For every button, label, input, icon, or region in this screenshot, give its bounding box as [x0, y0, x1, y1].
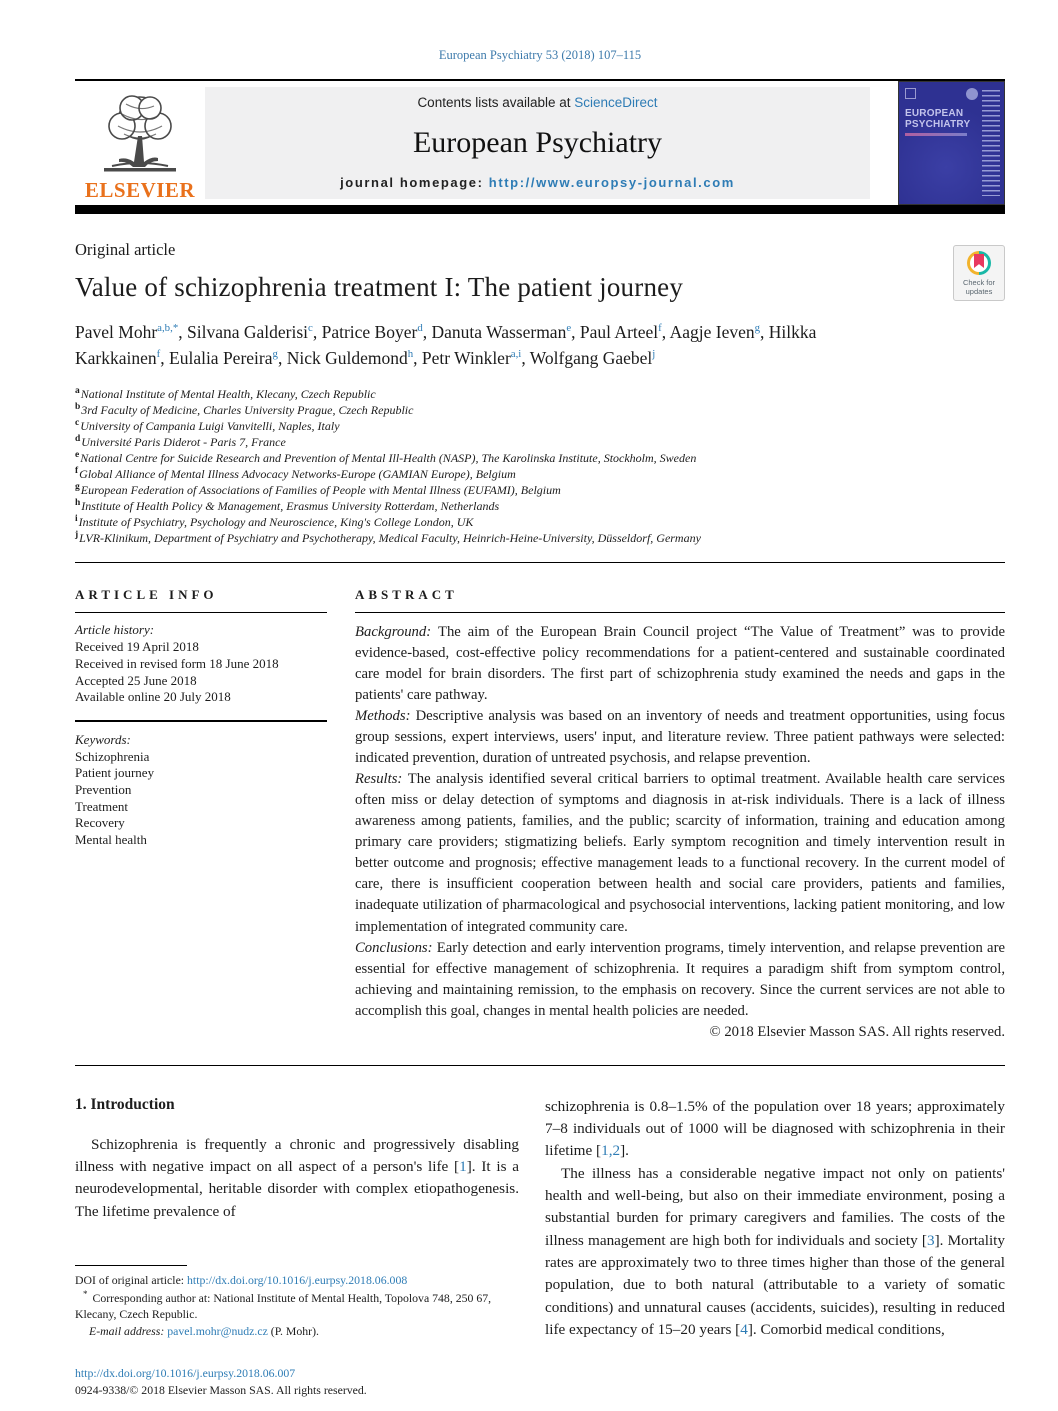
text-run: Schizophrenia is frequently a chronic and progressively disabling illness with negative impact on all aspect of a person's life [ — [75, 1135, 519, 1175]
author-affiliation-sup[interactable]: h — [407, 348, 414, 361]
journal-cover-thumbnail[interactable] — [898, 81, 1005, 205]
inline-link[interactable]: pavel.mohr@nudz.cz — [167, 1323, 268, 1338]
paragraph — [75, 1134, 519, 1223]
footnote-block — [75, 1265, 519, 1339]
keywords-rule — [75, 720, 327, 722]
journal-citation: European Psychiatry 53 (2018) 107–115 — [438, 48, 642, 62]
info-abstract-row — [75, 563, 1005, 1040]
author-name[interactable]: Petr Winkler — [421, 348, 511, 369]
contents-prefix: Contents lists available at — [417, 95, 575, 110]
paragraph — [355, 938, 1005, 1022]
paragraph — [545, 1163, 1005, 1342]
author-affiliation-sup[interactable]: e — [566, 322, 572, 335]
text-run: ]. — [620, 1142, 629, 1160]
article-info-heading: ARTICLE INFO — [75, 587, 218, 603]
elsevier-logo[interactable] — [75, 81, 205, 205]
doi-original-note — [75, 1272, 519, 1288]
text-run: ]. Comorbid medical conditions, — [747, 1321, 945, 1339]
text-run: Descriptive analysis was based on an inventory of needs and treatment opportunities, using focus group sessions, expert interviews, users' input, and literature review. Three patient pathways were selected: indicated prevention, duration of untreated psychosis, and relapse prevention. — [355, 708, 1005, 767]
text-run: Corresponding author at: National Institute of Mental Health, Topolova 748, 250 67, Klecany, Czech Republic. — [75, 1291, 492, 1322]
text-run: Results: — [355, 771, 408, 788]
text-run: The illness has a considerable negative impact not only on patients' health and well-being, but also on their immediate environment, posing a substantial burden for primary caregivers and families. The costs of the illness management are high both for individuals and society [ — [545, 1164, 1005, 1249]
info-line: Treatment — [75, 798, 128, 814]
paragraph — [355, 706, 1005, 769]
keywords-label: Keywords: — [75, 731, 131, 747]
abstract-copyright: © 2018 Elsevier Masson SAS. All rights reserved. — [709, 1023, 1005, 1040]
text-run: schizophrenia is 0.8–1.5% of the population over 18 years; approximately 7–8 individuals out of 1000 will be diagnosed with schizophrenia in their lifetime [ — [545, 1097, 1005, 1160]
article-title: Value of schizophrenia treatment I: The patient journey — [75, 272, 684, 302]
text-run: Background: — [355, 624, 438, 641]
text-run: The aim of the European Brain Council project “The Value of Treatment” was to provide evidence-based, cost-effective policy recommendations for a patient-centered and sustainable coordinated care model for brain disorders. The first part of schizophrenia study examined the needs and gaps in the patients' care pathway. — [355, 624, 1005, 704]
contents-line — [215, 95, 860, 110]
inline-link[interactable]: 4 — [740, 1321, 748, 1339]
article-info-rule — [75, 612, 327, 613]
paragraph — [545, 1096, 1005, 1163]
info-line: Schizophrenia — [75, 748, 150, 764]
author-name[interactable]: Paul Arteel — [579, 322, 659, 342]
issn-copyright-line: 0924-9338/© 2018 Elsevier Masson SAS. All rights reserved. — [75, 1383, 367, 1398]
abstract-rule — [355, 612, 1005, 613]
footnote-asterisk: * — [83, 1289, 88, 1300]
abstract-paragraphs — [355, 622, 1005, 1021]
author-affiliation-sup[interactable]: f — [658, 322, 662, 335]
affiliation-line: $^c$University of Campania Luigi Vanvitelli, Naples, Italy — [75, 417, 340, 433]
history-label: Article history: — [75, 622, 155, 638]
cover-title: EUROPEAN PSYCHIATRY — [905, 108, 971, 130]
author-name[interactable]: Eulalia Pereira — [169, 348, 273, 369]
journal-title: European Psychiatry — [412, 125, 663, 159]
text-run: ]. Mortality rates are approximately two to three times higher than those of the general population, due to both natural (attributable to a variety of somatic conditions) and unnatural causes (accidents, suicides), resulting in reduced life expectancy of 15–20 years [ — [545, 1231, 1005, 1339]
affiliation-line: $^j$LVR-Klinikum, Department of Psychiatry and Psychotherapy, Medical Faculty, Heinrich-Heine-University, Düsseldorf, Germany — [75, 530, 701, 546]
left-column — [75, 1096, 519, 1400]
author-name[interactable]: Silvana Galderisi — [187, 322, 309, 342]
text-run: ]. It is a neurodevelopmental, heritable disorder with complex etiopathogenesis. The lifetime prevalence of — [75, 1157, 519, 1220]
cover-accent-line — [905, 133, 967, 136]
author-name[interactable]: Hilkka Karkkainen — [75, 322, 817, 369]
paragraph — [355, 769, 1005, 937]
corresponding-author-note — [75, 1288, 519, 1322]
info-line: Available online 20 July 2018 — [75, 689, 231, 705]
homepage-prefix: journal homepage: — [340, 175, 489, 190]
email-note — [75, 1323, 519, 1339]
article-doi-block — [75, 1365, 519, 1399]
affiliation-line: $^g$European Federation of Associations of Families of People with Mental Illness (EUFAMI), Belgium — [75, 481, 561, 497]
author-affiliation-sup[interactable]: g — [272, 348, 278, 361]
elsevier-tree-icon — [92, 88, 188, 180]
text-run: (P. Mohr). — [267, 1323, 319, 1338]
affiliation-list — [75, 386, 1005, 547]
author-name[interactable]: Wolfgang Gaebel — [529, 348, 653, 369]
author-name[interactable]: Danuta Wasserman — [431, 322, 567, 342]
affiliation-line: $^e$National Centre for Suicide Research and Prevention of Mental Ill-Health (NASP), The Karolinska Institute, Stockholm, Sweden — [75, 449, 697, 465]
article-doi-link[interactable]: http://dx.doi.org/10.1016/j.eurpsy.2018.06.007 — [75, 1365, 296, 1380]
text-run: Conclusions: — [355, 939, 437, 956]
author-affiliation-sup[interactable]: f — [156, 348, 161, 361]
author-name[interactable]: Aagje Ieven — [669, 322, 755, 342]
author-affiliation-sup[interactable]: a,i — [510, 348, 522, 361]
footnote-rule — [75, 1265, 187, 1266]
affiliation-line: $^a$National Institute of Mental Health, Klecany, Czech Republic — [75, 385, 376, 401]
author-list: Pavel Mohr$^{a,b,*}$, Silvana Galderisi$^c$, Patrice Boyer$^d$, Danuta Wasserman$^e$, Paul Arteel$^f$, Aagje Ieven$^g$, Hilkka Karkkainen$^f$, Eulalia Pereira$^g$, Nick Guldemond$^h$, Petr Winkler$^{a,i}$, Wolfgang Gaebel$^j$ — [75, 322, 817, 369]
elsevier-wordmark: ELSEVIER — [84, 178, 196, 202]
article-type: Original article — [75, 240, 176, 259]
author-affiliation-sup[interactable]: g — [754, 322, 761, 335]
left-column-paragraphs — [75, 1134, 519, 1223]
history-lines — [75, 639, 327, 706]
info-line: Received in revised form 18 June 2018 — [75, 655, 279, 671]
text-run: E-mail address: — [89, 1323, 168, 1338]
author-affiliation-sup[interactable]: d — [417, 322, 423, 335]
homepage-url-link[interactable]: http://www.europsy-journal.com — [488, 175, 735, 190]
homepage-line — [215, 175, 860, 190]
info-line: Prevention — [75, 782, 132, 798]
author-affiliation-sup[interactable]: c — [308, 322, 313, 335]
info-line: Mental health — [75, 831, 147, 847]
check-for-updates-badge[interactable] — [953, 245, 1005, 301]
affiliation-line: $^f$Global Alliance of Mental Illness Advocacy Networks-Europe (GAMIAN Europe), Belgium — [75, 465, 516, 481]
section-heading-introduction: 1. Introduction — [75, 1095, 175, 1113]
abstract-column — [355, 587, 1005, 1040]
affiliation-line: $^d$Université Paris Diderot - Paris 7, France — [75, 433, 286, 449]
author-affiliation-sup[interactable]: a,b,* — [157, 322, 179, 335]
text-run: DOI of original article: — [75, 1272, 188, 1287]
author-affiliation-sup[interactable]: j — [652, 348, 656, 361]
author-name[interactable]: Patrice Boyer — [321, 322, 418, 342]
inline-link[interactable]: 1,2 — [601, 1142, 621, 1160]
info-line: Recovery — [75, 815, 125, 831]
journal-masthead — [205, 87, 870, 199]
article-info-column — [75, 587, 327, 1040]
inline-link[interactable]: 3 — [926, 1231, 935, 1249]
body-columns — [75, 1066, 1005, 1400]
info-line: Accepted 25 June 2018 — [75, 672, 197, 688]
affiliation-line: $^h$Institute of Health Policy & Management, Erasmus University Rotterdam, Netherlands — [75, 498, 500, 514]
journal-header — [75, 79, 1005, 214]
right-column — [545, 1096, 1005, 1400]
crossmark-icon — [967, 251, 991, 275]
affiliation-line: $^b$3rd Faculty of Medicine, Charles University Prague, Czech Republic — [75, 401, 414, 417]
author-name[interactable]: Pavel Mohr — [75, 322, 158, 342]
inline-link[interactable]: http://dx.doi.org/10.1016/j.eurpsy.2018.06.008 — [187, 1272, 408, 1287]
sciencedirect-link[interactable]: ScienceDirect — [574, 95, 658, 110]
cover-logo-icon — [905, 88, 916, 99]
right-column-paragraphs — [545, 1096, 1005, 1342]
cover-toc-lines — [982, 90, 1000, 196]
inline-link[interactable]: 1 — [459, 1157, 467, 1175]
text-run: The analysis identified several critical barriers to optimal treatment. Available health care services often miss or delay detection of symptoms and diagnosis in at-risk individuals. There is a lack of illness awareness among patients, families, and the public; scarcity of information, training and education among primary care providers; stigmatizing beliefs. Early symptom recognition and timely intervention result in better outcome and prognosis; effective management leads to a functional recovery. In the current model of care, there is insufficient cooperation between health and social care providers, patients and families, inadequate utilization of pharmacological and psychosocial interventions, lacking patient monitoring, and low implementation of integrated community care. — [355, 771, 1005, 935]
abstract-heading: ABSTRACT — [355, 587, 458, 603]
info-line: Patient journey — [75, 765, 155, 781]
info-line: Received 19 April 2018 — [75, 639, 199, 655]
text-run: Methods: — [355, 708, 416, 725]
author-name[interactable]: Nick Guldemond — [286, 348, 408, 369]
affiliation-line: $^i$Institute of Psychiatry, Psychology and Neuroscience, King's College London, UK — [75, 514, 474, 530]
cover-emblem-icon — [966, 88, 978, 100]
check-updates-label: Check for updates — [962, 278, 996, 296]
paragraph — [355, 622, 1005, 706]
keyword-lines — [75, 749, 327, 849]
text-run: Early detection and early intervention programs, timely intervention, and relapse prevention are essential for effective management of schizophrenia. It requires a paradigm shift from symptom control, achieving and maintaining remission, to the emphasis on recovery. Since the current services are not able to accomplish this goal, changes in mental health policies are needed. — [355, 939, 1005, 1019]
